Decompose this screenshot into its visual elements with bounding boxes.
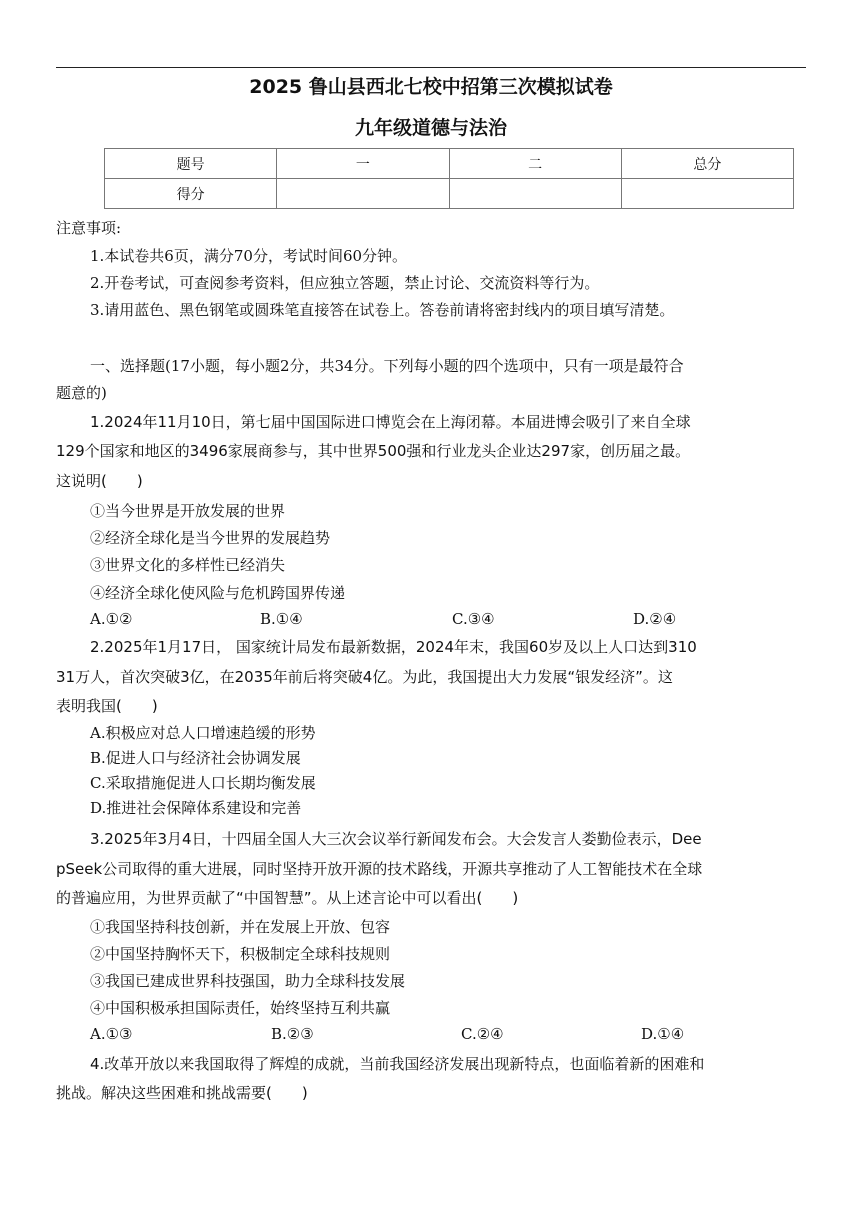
- q1-statement: ④经济全球化使风险与危机跨国界传递: [90, 584, 346, 602]
- q1-statement: ②经济全球化是当今世界的发展趋势: [90, 529, 331, 547]
- q2-option-a[interactable]: A.积极应对总人口增速趋缓的形势: [90, 724, 316, 742]
- score-input-total[interactable]: [621, 179, 793, 209]
- notes-heading: 注意事项:: [56, 219, 122, 237]
- score-row-label: 得分: [105, 179, 277, 209]
- score-cell-total: 总分: [621, 149, 793, 179]
- note-item: 3.请用蓝色、黑色钢笔或圆珠笔直接答在试卷上。答卷前请将密封线内的项目填写清楚。: [90, 301, 675, 319]
- q3-option-b[interactable]: B.②③: [271, 1025, 314, 1043]
- q1-stem-line: 129个国家和地区的3496家展商参与，其中世界500强和行业龙头企业达297家，创历届之最。: [56, 442, 691, 460]
- section-intro-cont: 题意的): [56, 384, 107, 402]
- q2-stem-line: 31万人，首次突破3亿，在2035年前后将突破4亿。为此，我国提出大力发展“银发经济”。这: [56, 668, 673, 686]
- q2-option-c[interactable]: C.采取措施促进人口长期均衡发展: [90, 774, 316, 792]
- q1-statement: ①当今世界是开放发展的世界: [90, 502, 286, 520]
- exam-subject: 九年级道德与法治: [354, 117, 507, 139]
- score-input-part1[interactable]: [277, 179, 449, 209]
- score-table-score-row: [105, 179, 794, 209]
- note-item: 1.本试卷共6页，满分70分，考试时间60分钟。: [90, 247, 408, 265]
- q4-stem-line: 4.改革开放以来我国取得了辉煌的成就，当前我国经济发展出现新特点，也面临着新的困难和: [90, 1055, 705, 1073]
- q3-option-a[interactable]: A.①③: [90, 1025, 133, 1043]
- score-input-part2[interactable]: [449, 179, 621, 209]
- q2-option-d[interactable]: D.推进社会保障体系建设和完善: [90, 799, 302, 817]
- q2-stem-line: 2.2025年1月17日， 国家统计局发布最新数据，2024年末，我国60岁及以上人口达到310: [90, 638, 697, 656]
- score-cell-part2: 二: [449, 149, 621, 179]
- q3-statement: ④中国积极承担国际责任，始终坚持互利共赢: [90, 999, 391, 1017]
- score-table: [104, 148, 794, 209]
- q1-stem-line: 这说明( ): [56, 472, 143, 490]
- q1-option-d[interactable]: D.②④: [633, 610, 677, 628]
- q1-option-c[interactable]: C.③④: [452, 610, 495, 628]
- q3-statement: ②中国坚持胸怀天下，积极制定全球科技规则: [90, 945, 391, 963]
- q1-statement: ③世界文化的多样性已经消失: [90, 556, 286, 574]
- top-rule: [56, 67, 806, 68]
- q1-option-a[interactable]: A.①②: [90, 610, 133, 628]
- score-cell-part1: 一: [277, 149, 449, 179]
- q1-stem-line: 1.2024年11月10日，第七届中国国际进口博览会在上海闭幕。本届进博会吸引了来自全球: [90, 413, 691, 431]
- q2-option-b[interactable]: B.促进人口与经济社会协调发展: [90, 749, 301, 767]
- q3-statement: ③我国已建成世界科技强国，助力全球科技发展: [90, 972, 406, 990]
- exam-title: 2025 鲁山县西北七校中招第三次模拟试卷: [249, 76, 613, 98]
- note-item: 2.开卷考试，可查阅参考资料，但应独立答题，禁止讨论、交流资料等行为。: [90, 274, 600, 292]
- q4-stem-line: 挑战。解决这些困难和挑战需要( ): [56, 1084, 308, 1102]
- q3-option-d[interactable]: D.①④: [641, 1025, 685, 1043]
- q3-stem-line: pSeek公司取得的重大进展，同时坚持开放开源的技术路线，开源共享推动了人工智能技术在全球: [56, 860, 703, 878]
- score-cell-label: 题号: [105, 149, 277, 179]
- q3-statement: ①我国坚持科技创新，并在发展上开放、包容: [90, 918, 391, 936]
- q3-stem-line: 的普遍应用，为世界贡献了“中国智慧”。从上述言论中可以看出( ): [56, 889, 519, 907]
- section-intro: 一、选择题(17小题，每小题2分，共34分。下列每小题的四个选项中，只有一项是最符合: [90, 357, 684, 375]
- q3-stem-line: 3.2025年3月4日，十四届全国人大三次会议举行新闻发布会。大会发言人娄勤俭表示，Dee: [90, 830, 702, 848]
- q3-option-c[interactable]: C.②④: [461, 1025, 504, 1043]
- score-table-header-row: [105, 149, 794, 179]
- q1-option-b[interactable]: B.①④: [260, 610, 303, 628]
- q2-stem-line: 表明我国( ): [56, 697, 158, 715]
